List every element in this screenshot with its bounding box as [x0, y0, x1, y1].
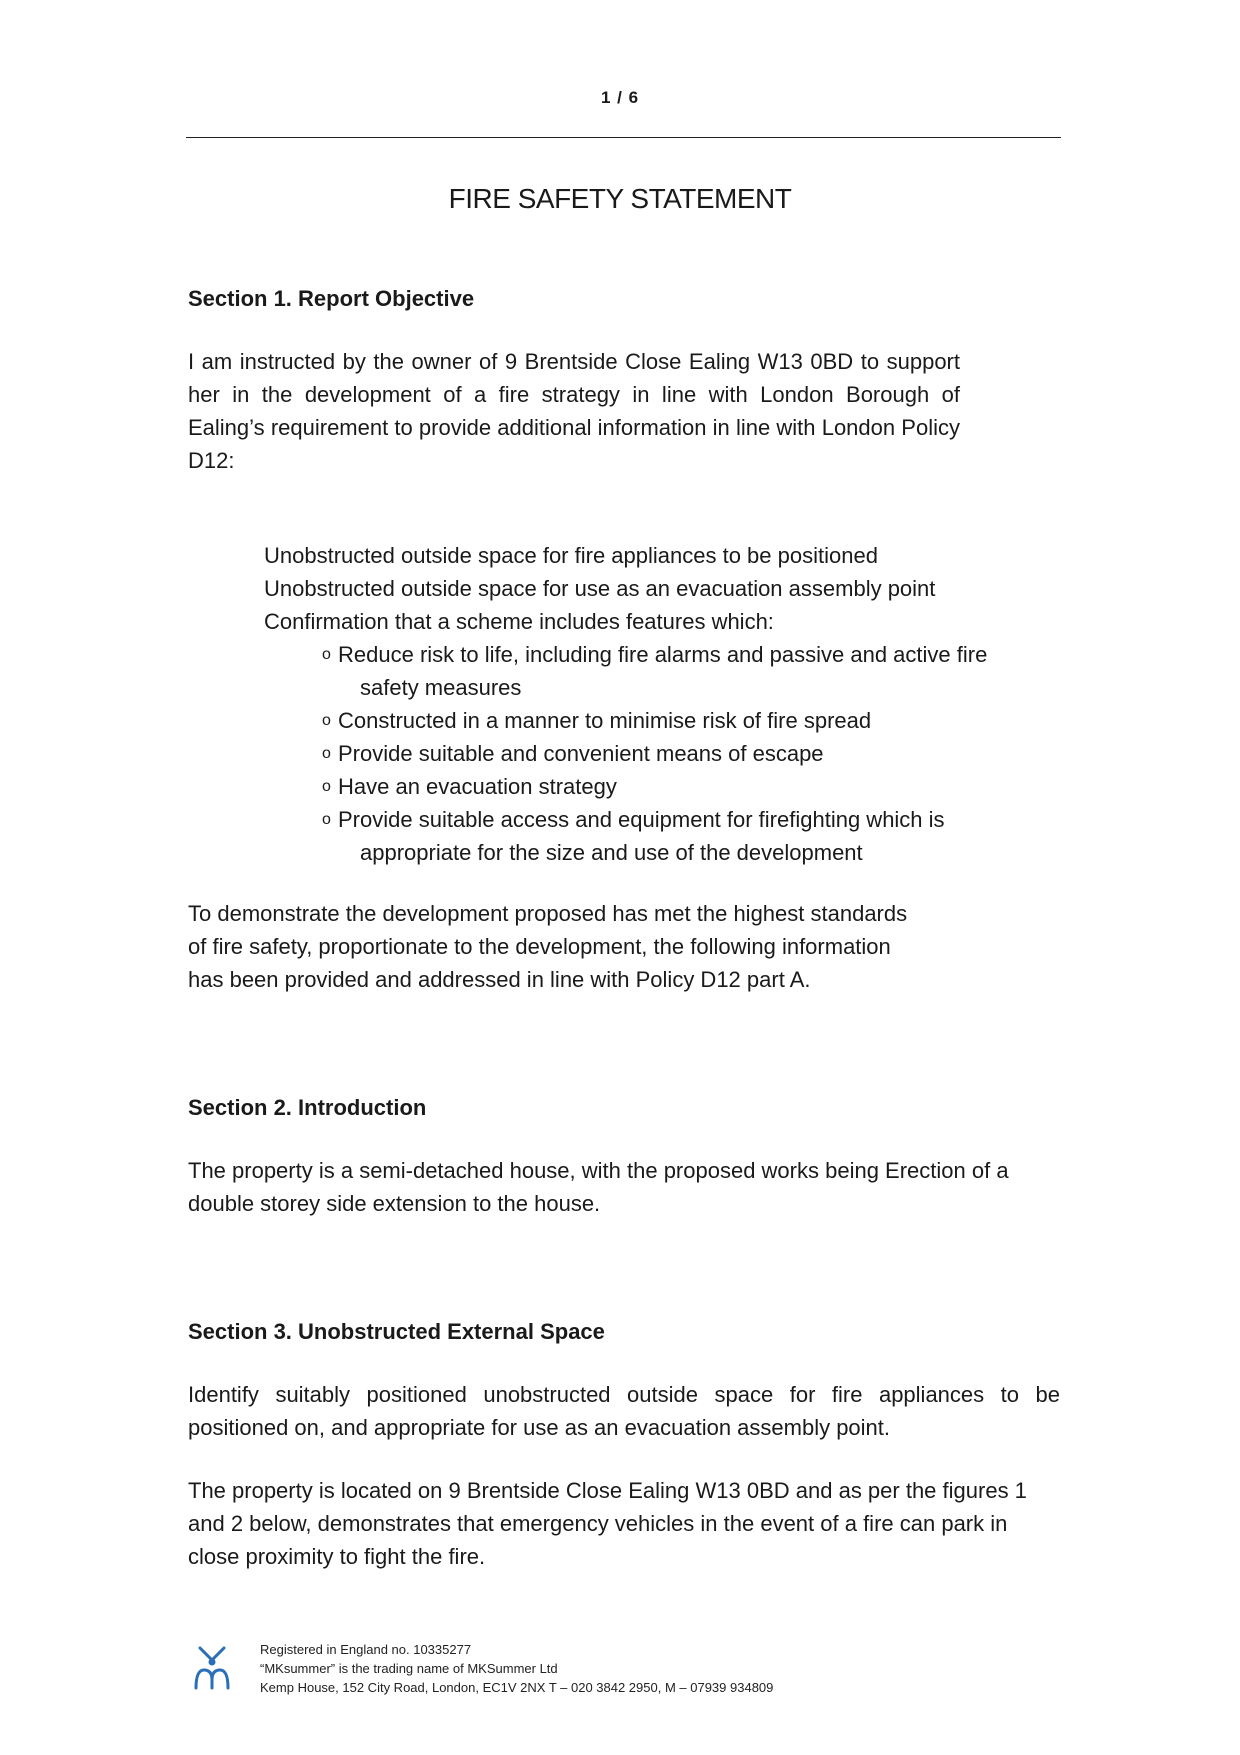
section-1-intro: I am instructed by the owner of 9 Brentside Close Ealing W13 0BD to support her in the development of a fire strategy in line with London Borough of Ealing’s requirement to provide additional information in line with London Policy D12:: [188, 349, 960, 473]
footer-address-contact: Kemp House, 152 City Road, London, EC1V 2NX T – 020 3842 2950, M – 07939 934809: [260, 1680, 774, 1695]
page-footer: [190, 1640, 1070, 1700]
document-title: FIRE SAFETY STATEMENT: [448, 182, 792, 214]
feature-text: Constructed in a manner to minimise risk of fire spread: [338, 708, 872, 733]
section-3-paragraph-1: Identify suitably positioned unobstructed outside space for fire appliances to be positioned on, and appropriate for use as an evacuation assembly point.: [188, 1382, 1060, 1440]
feature-text: Have an evacuation strategy: [338, 774, 617, 799]
company-logo-icon: [190, 1644, 234, 1692]
features-list: [322, 638, 1060, 869]
feature-text: Reduce risk to life, including fire alarms and passive and active fire: [338, 642, 988, 667]
feature-item: [322, 803, 1060, 869]
bullet-icon: o: [322, 811, 331, 828]
footer-registration: Registered in England no. 10335277: [260, 1642, 472, 1657]
footer-text: [260, 1640, 773, 1697]
document-body: [188, 282, 1060, 1573]
section-3-paragraph-2: The property is located on 9 Brentside Close Ealing W13 0BD and as per the figures 1 and 2 below, demonstrates that emergency vehicles in the event of a fire can park in close proximity to fight the fire.: [188, 1478, 1027, 1569]
requirement-item: Confirmation that a scheme includes features which:: [264, 609, 774, 634]
feature-item: [322, 770, 1060, 803]
feature-item: [322, 737, 1060, 770]
footer-trading-name: “MKsummer” is the trading name of MKSummer Ltd: [260, 1661, 558, 1676]
bullet-icon: o: [322, 778, 331, 795]
requirement-item: Unobstructed outside space for use as an evacuation assembly point: [264, 576, 936, 601]
feature-item: [322, 638, 1060, 704]
features-list-container: [264, 638, 1060, 869]
page-number: 1 / 6: [600, 88, 640, 107]
feature-text: Provide suitable and convenient means of escape: [338, 741, 824, 766]
section-1-conclusion: To demonstrate the development proposed has met the highest standards of fire safety, proportionate to the development, the following information has been provided and addressed in line with Policy D12 part A.: [188, 901, 908, 992]
bullet-icon: o: [322, 712, 331, 729]
bullet-icon: o: [322, 646, 331, 663]
feature-text: Provide suitable access and equipment for firefighting which is: [338, 807, 945, 832]
requirement-item: Unobstructed outside space for fire appliances to be positioned: [264, 543, 878, 568]
section-2-heading: Section 2. Introduction: [188, 1095, 427, 1120]
feature-item: [322, 704, 1060, 737]
section-2-body: The property is a semi-detached house, with the proposed works being Erection of a double storey side extension to the house.: [188, 1158, 1009, 1216]
requirements-list: [264, 539, 1060, 869]
header-divider: [186, 137, 1061, 138]
section-3-heading: Section 3. Unobstructed External Space: [188, 1319, 605, 1344]
section-1-heading: Section 1. Report Objective: [188, 286, 475, 311]
feature-text-continued: appropriate for the size and use of the development: [360, 840, 863, 865]
feature-text-continued: safety measures: [360, 675, 522, 700]
bullet-icon: o: [322, 745, 331, 762]
